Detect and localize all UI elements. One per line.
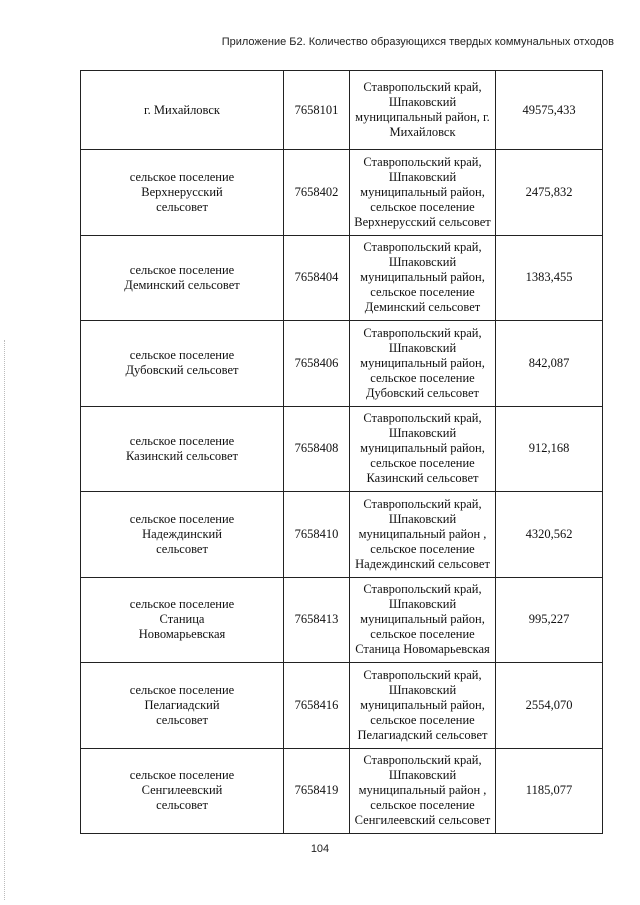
waste-amount-cell: 2475,832: [496, 150, 603, 236]
oktmo-code-cell: 7658410: [284, 492, 350, 578]
location-cell-line: муниципальный район,: [360, 184, 485, 199]
location-cell-line: Ставропольский край,: [363, 80, 482, 94]
location-cell-line: сельское поселение: [370, 541, 475, 556]
waste-amount-cell: 1185,077: [496, 748, 603, 834]
settlement-name-cell-line: Казинский сельсовет: [126, 448, 238, 463]
location-cell: [350, 577, 496, 663]
location-cell-line: сельское поселение: [370, 627, 475, 642]
location-cell-line: Ставропольский край,: [363, 154, 482, 169]
location-cell-line: сельское поселение: [370, 199, 475, 214]
location-cell-line: Шпаковский: [388, 597, 457, 612]
location-cell-line: сельское поселение: [370, 456, 475, 471]
location-cell-line: Надеждинский сельсовет: [355, 556, 490, 571]
location-cell-line: Михайловск: [389, 125, 456, 139]
settlement-name-cell-line: сельское поселение: [129, 682, 235, 697]
oktmo-code-cell: 7658402: [284, 150, 350, 236]
waste-amount-cell: 1383,455: [496, 235, 603, 321]
waste-table: [80, 70, 603, 834]
location-cell-line: Шпаковский: [388, 95, 457, 109]
location-cell: [350, 235, 496, 321]
location-cell-line: Ставропольский край,: [363, 240, 482, 255]
settlement-name-cell-line: сельское поселение: [129, 768, 235, 783]
location-cell-line: Деминский сельсовет: [364, 300, 481, 315]
settlement-name-cell: [81, 406, 284, 492]
location-cell: [350, 748, 496, 834]
settlement-name-cell-line: Надеждинский: [142, 526, 222, 541]
location-cell-line: сельское поселение: [370, 798, 475, 813]
settlement-name-cell: [81, 150, 284, 236]
location-cell-line: Ставропольский край,: [363, 753, 482, 768]
location-cell-line: муниципальный район ,: [358, 526, 487, 541]
settlement-name-cell: [81, 577, 284, 663]
settlement-name-cell-line: сельское поселение: [129, 433, 235, 448]
location-cell-line: Казинский сельсовет: [366, 471, 479, 486]
location-cell-line: Шпаковский: [388, 255, 457, 270]
location-cell-line: Ставропольский край,: [363, 582, 482, 597]
location-cell-line: муниципальный район,: [360, 697, 485, 712]
oktmo-code-cell: 7658101: [284, 71, 350, 150]
location-cell-line: муниципальный район,: [360, 612, 485, 627]
settlement-name-cell-line: сельсовет: [156, 712, 208, 727]
page-header: Приложение Б2. Количество образующихся твердых коммунальных отходов: [221, 36, 614, 48]
waste-amount-cell: 4320,562: [496, 492, 603, 578]
waste-amount-cell: 995,227: [496, 577, 603, 663]
location-cell-line: сельское поселение: [370, 285, 475, 300]
location-cell-line: Шпаковский: [388, 169, 457, 184]
settlement-name-cell-line: Деминский сельсовет: [124, 277, 240, 292]
location-cell-line: сельское поселение: [370, 370, 475, 385]
location-cell-line: Станица Новомарьевская: [355, 642, 490, 657]
settlement-name-cell: [81, 663, 284, 749]
settlement-name-cell: [81, 748, 284, 834]
waste-amount-cell: 2554,070: [496, 663, 603, 749]
waste-amount-cell: 912,168: [496, 406, 603, 492]
location-cell: [350, 71, 496, 150]
table-row: [81, 321, 603, 407]
settlement-name-cell-line: сельсовет: [156, 541, 208, 556]
page-number: 104: [310, 843, 330, 855]
settlement-name-cell-line: Станица: [159, 612, 205, 627]
settlement-name-cell-line: Дубовский сельсовет: [125, 363, 239, 378]
settlement-name-cell-line: Верхнерусский: [141, 184, 223, 199]
oktmo-code-cell: 7658416: [284, 663, 350, 749]
location-cell-line: Дубовский сельсовет: [365, 385, 479, 400]
settlement-name-cell: [81, 71, 284, 150]
settlement-name-cell-line: Пелагиадский: [144, 697, 220, 712]
location-cell-line: муниципальный район ,: [358, 783, 487, 798]
settlement-name-cell: [81, 235, 284, 321]
location-cell-line: Шпаковский: [388, 340, 457, 355]
location-cell: [350, 150, 496, 236]
margin-dotted-line: [4, 340, 6, 900]
location-cell: [350, 663, 496, 749]
settlement-name-cell-line: сельское поселение: [129, 262, 235, 277]
oktmo-code-cell: 7658408: [284, 406, 350, 492]
settlement-name-cell-line: Сенгилеевский: [141, 783, 223, 798]
location-cell-line: Ставропольский край,: [363, 667, 482, 682]
settlement-name-cell: [81, 321, 284, 407]
table-row: [81, 663, 603, 749]
settlement-name-cell-line: сельское поселение: [129, 597, 235, 612]
oktmo-code-cell: 7658406: [284, 321, 350, 407]
settlement-name-cell-line: сельское поселение: [129, 169, 235, 184]
oktmo-code-cell: 7658404: [284, 235, 350, 321]
location-cell-line: Шпаковский: [388, 511, 457, 526]
location-cell: [350, 321, 496, 407]
table-row: [81, 406, 603, 492]
location-cell-line: сельское поселение: [370, 712, 475, 727]
table-row: [81, 577, 603, 663]
location-cell-line: Ставропольский край,: [363, 411, 482, 426]
settlement-name-cell-line: сельское поселение: [129, 511, 235, 526]
location-cell-line: Сенгилеевский сельсовет: [354, 813, 491, 828]
settlement-name-cell: [81, 492, 284, 578]
table-row: [81, 150, 603, 236]
settlement-name-cell-line: сельсовет: [156, 798, 208, 813]
location-cell-line: Ставропольский край,: [363, 496, 482, 511]
location-cell-line: Шпаковский: [388, 768, 457, 783]
settlement-name-cell-line: сельское поселение: [129, 348, 235, 363]
table-row: [81, 492, 603, 578]
location-cell-line: Шпаковский: [388, 426, 457, 441]
waste-amount-cell: 842,087: [496, 321, 603, 407]
table-row: [81, 71, 603, 150]
location-cell-line: Пелагиадский сельсовет: [357, 727, 488, 742]
oktmo-code-cell: 7658413: [284, 577, 350, 663]
location-cell-line: муниципальный район, г.: [355, 110, 490, 124]
table-body: [81, 71, 603, 834]
settlement-name-cell-line: г. Михайловск: [143, 102, 221, 117]
location-cell-line: Шпаковский: [388, 682, 457, 697]
table-row: [81, 235, 603, 321]
location-cell-line: Ставропольский край,: [363, 325, 482, 340]
location-cell-line: муниципальный район,: [360, 270, 485, 285]
location-cell: [350, 406, 496, 492]
settlement-name-cell-line: сельсовет: [156, 199, 208, 214]
location-cell-line: Верхнерусский сельсовет: [354, 214, 491, 229]
waste-amount-cell: 49575,433: [496, 71, 603, 150]
oktmo-code-cell: 7658419: [284, 748, 350, 834]
location-cell-line: муниципальный район,: [360, 355, 485, 370]
location-cell: [350, 492, 496, 578]
settlement-name-cell-line: Новомарьевская: [138, 627, 226, 642]
table-row: [81, 748, 603, 834]
location-cell-line: муниципальный район,: [360, 441, 485, 456]
